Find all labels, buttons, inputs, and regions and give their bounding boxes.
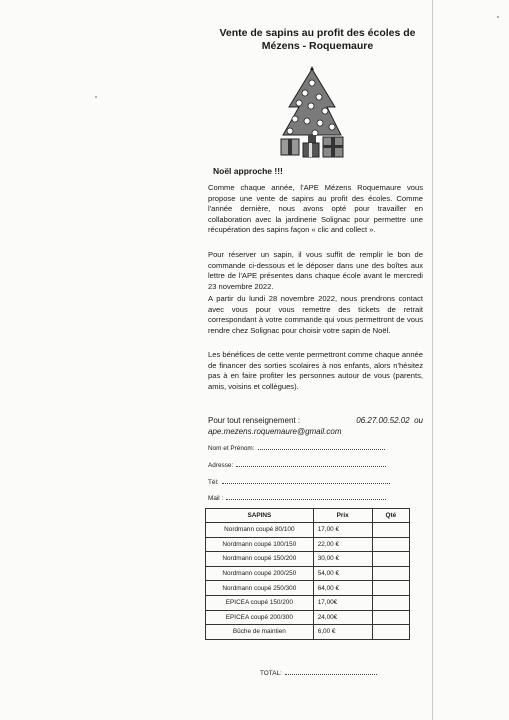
phone-input-line[interactable] xyxy=(222,477,390,484)
product-name: EPICEA coupé 200/300 xyxy=(206,610,314,625)
table-header-row xyxy=(206,509,410,523)
table-row xyxy=(206,625,410,640)
phone-field[interactable] xyxy=(208,477,423,486)
address-field[interactable] xyxy=(208,460,423,469)
product-price: 64,00 € xyxy=(313,581,372,596)
product-name: Bûche de maintien xyxy=(206,625,314,640)
subtitle: Noël approche !!! xyxy=(213,166,283,176)
name-input-line[interactable] xyxy=(258,443,385,450)
total-input-line[interactable] xyxy=(285,668,377,675)
mail-label: Mail : xyxy=(208,495,224,502)
christmas-tree-icon xyxy=(275,63,350,163)
name-label: Nom et Prénom: xyxy=(208,445,255,452)
order-table xyxy=(205,508,410,640)
product-name: Nordmann coupé 150/200 xyxy=(206,552,314,567)
table-row xyxy=(206,595,410,610)
product-price: 24,00€ xyxy=(313,610,372,625)
contact-prefix: Pour tout renseignement : xyxy=(208,416,301,425)
quantity-cell[interactable] xyxy=(372,537,409,552)
header-prix: Prix xyxy=(313,509,372,523)
total-field[interactable] xyxy=(260,668,377,677)
product-name: Nordmann coupé 80/100 xyxy=(206,523,314,538)
address-input-line[interactable] xyxy=(236,460,386,467)
contact-connector: ou xyxy=(414,416,423,425)
scan-speck xyxy=(497,16,499,18)
phone-label: Tél: xyxy=(208,479,219,486)
contact-phone: 06.27.00.52.02 xyxy=(356,416,410,425)
product-price: 30,00 € xyxy=(313,552,372,567)
quantity-cell[interactable] xyxy=(372,552,409,567)
mail-input-line[interactable] xyxy=(226,493,386,500)
product-price: 54,00 € xyxy=(313,566,372,581)
table-row xyxy=(206,523,410,538)
quantity-cell[interactable] xyxy=(372,581,409,596)
quantity-cell[interactable] xyxy=(372,566,409,581)
paragraph-benefits: Les bénéfices de cette vente permettront comme chaque année de financer des sorties scolaires à nos enfants, alors n'hésitez pas à en faire profiter les personnes autour de vous (parents, amis, voisins et collègues). xyxy=(208,350,423,391)
scan-speck xyxy=(95,96,97,98)
contact-email[interactable]: ape.mezens.roquemaure@gmail.com xyxy=(208,427,342,436)
product-price: 17,00€ xyxy=(313,595,372,610)
total-label: TOTAL: xyxy=(260,670,282,677)
table-row xyxy=(206,537,410,552)
product-name: Nordmann coupé 200/250 xyxy=(206,566,314,581)
paragraph-reservation: Pour réserver un sapin, il vous suffit de remplir le bon de commande ci-dessous et le déposer dans une des boîtes aux lettre de l'APE présentes dans chaque école avant le mercredi 23 novembre 2022. xyxy=(208,250,423,291)
product-name: Nordmann coupé 250/300 xyxy=(206,581,314,596)
table-row xyxy=(206,566,410,581)
header-sapins: SAPINS xyxy=(206,509,314,523)
flyer-title: Vente de sapins au profit des écoles de Mézens - Roquemaure xyxy=(219,27,416,52)
quantity-cell[interactable] xyxy=(372,595,409,610)
paragraph-intro: Comme chaque année, l'APE Mézens Roquemaure vous propose une vente de sapins au profit des écoles. Comme l'année dernière, nous avons opté pour travailler en collaboration avec la jardinerie Solignac pour permettre une récupération des sapins façon « clic and collect ». xyxy=(208,183,423,235)
table-row xyxy=(206,610,410,625)
product-name: EPICEA coupé 150/200 xyxy=(206,595,314,610)
product-name: Nordmann coupé 100/150 xyxy=(206,537,314,552)
name-field[interactable] xyxy=(208,443,423,452)
header-qte: Qté xyxy=(372,509,409,523)
mail-field[interactable] xyxy=(208,493,423,502)
product-price: 17,00 € xyxy=(313,523,372,538)
product-price: 6,00 € xyxy=(313,625,372,640)
page-edge-line xyxy=(432,0,433,720)
table-row xyxy=(206,552,410,567)
contact-info xyxy=(208,415,423,437)
quantity-cell[interactable] xyxy=(372,523,409,538)
quantity-cell[interactable] xyxy=(372,625,409,640)
product-price: 22,00 € xyxy=(313,537,372,552)
table-row xyxy=(206,581,410,596)
paragraph-contact: A partir du lundi 28 novembre 2022, nous prendrons contact avec vous pour vous remettre des tickets de retrait correspondant à votre commande qui vous permettront de vous rendre chez Solignac pour choisir votre sapin de Noël. xyxy=(208,294,423,335)
address-label: Adresse: xyxy=(208,462,234,469)
quantity-cell[interactable] xyxy=(372,610,409,625)
